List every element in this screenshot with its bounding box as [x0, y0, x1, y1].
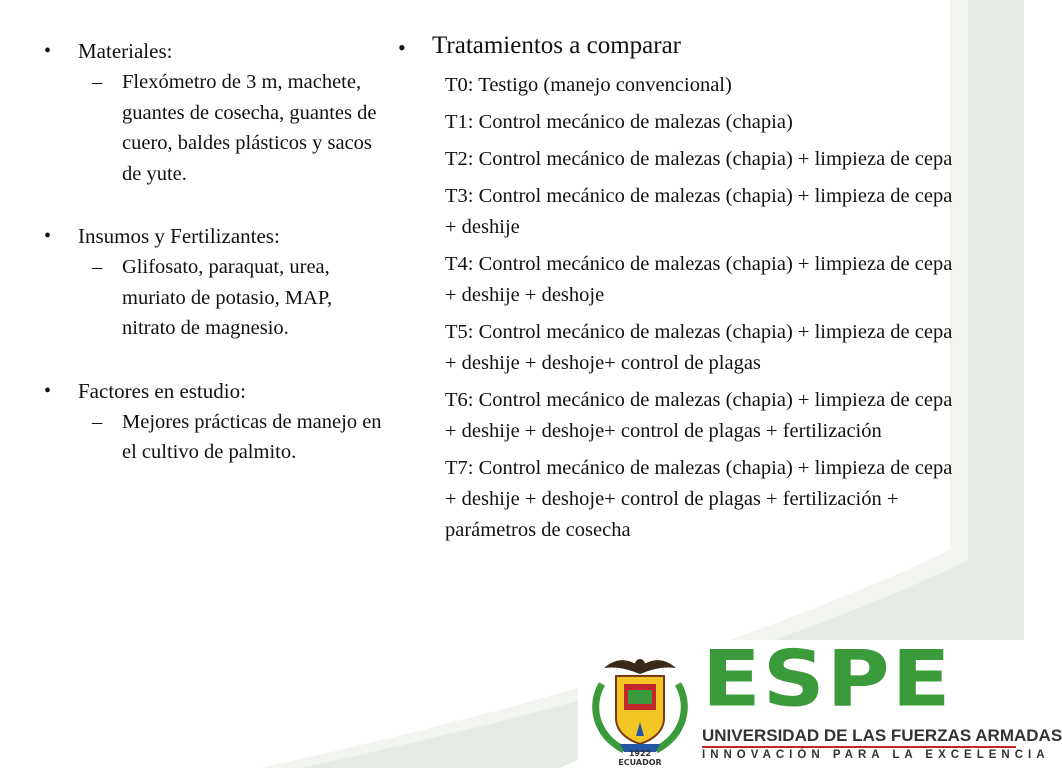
section-factores: [44, 376, 384, 407]
sub-item: [44, 407, 384, 468]
treatment-item: T0: Testigo (manejo convencional): [445, 74, 732, 96]
bullet-icon: •: [44, 379, 52, 402]
dash-icon: –: [92, 410, 103, 433]
section-insumos: [44, 221, 384, 252]
treatment-item: T1: Control mecánico de malezas (chapia): [445, 111, 793, 133]
section-heading: Materiales:: [78, 39, 173, 63]
sub-item: [44, 252, 384, 344]
bullet-icon: •: [44, 225, 52, 247]
treatment-item: T5: Control mecánico de malezas (chapia) + limpieza de cepa + deshije + deshoje+ control de plagas: [445, 321, 953, 374]
dash-icon: –: [92, 71, 103, 93]
espe-logo: [578, 634, 1062, 768]
crest-year: 1922: [628, 749, 652, 758]
sub-item-text: Flexómetro de 3 m, machete, guantes de cosecha, guantes de cuero, baldes plásticos y sacos de yute.: [122, 71, 377, 185]
treatment-item: T6: Control mecánico de malezas (chapia) + limpieza de cepa + deshije + deshoje+ control de plagas + fertilización: [445, 389, 953, 442]
bullet-icon: •: [44, 40, 52, 62]
section-heading: Factores en estudio:: [78, 378, 246, 403]
section-heading: Insumos y Fertilizantes:: [78, 224, 280, 248]
dash-icon: –: [92, 256, 103, 278]
crest-country: ECUADOR: [618, 758, 662, 767]
treatment-item: T7: Control mecánico de malezas (chapia) + limpieza de cepa + deshije + deshoje+ control de plagas + fertilización + parámetros de cosecha: [445, 457, 953, 541]
university-name: UNIVERSIDAD DE LAS FUERZAS ARMADAS: [702, 726, 1062, 745]
section-materiales: [44, 36, 384, 67]
university-motto: INNOVACIÓN PARA LA EXCELENCIA: [702, 749, 1050, 761]
espe-wordmark: ESPE: [702, 634, 953, 725]
motto-divider: [702, 746, 1016, 748]
sub-item-text: Glifosato, paraquat, urea, muriato de potasio, MAP, nitrato de magnesio.: [122, 256, 333, 339]
sub-item-text: Mejores prácticas de manejo en el cultivo de palmito.: [122, 410, 382, 463]
treatment-item: T3: Control mecánico de malezas (chapia) + limpieza de cepa + deshije: [445, 185, 953, 238]
treatment-item: T4: Control mecánico de malezas (chapia) + limpieza de cepa + deshije + deshoje: [445, 253, 953, 306]
treatment-item: T2: Control mecánico de malezas (chapia) + limpieza de cepa: [445, 148, 953, 170]
bullet-icon: •: [398, 35, 406, 60]
treatments-heading-row: [398, 30, 958, 64]
sub-item: [44, 67, 384, 189]
left-column: [44, 36, 384, 468]
right-column: [398, 30, 958, 546]
university-crest-icon: [584, 644, 696, 766]
treatments-heading: Tratamientos a comparar: [432, 32, 681, 59]
